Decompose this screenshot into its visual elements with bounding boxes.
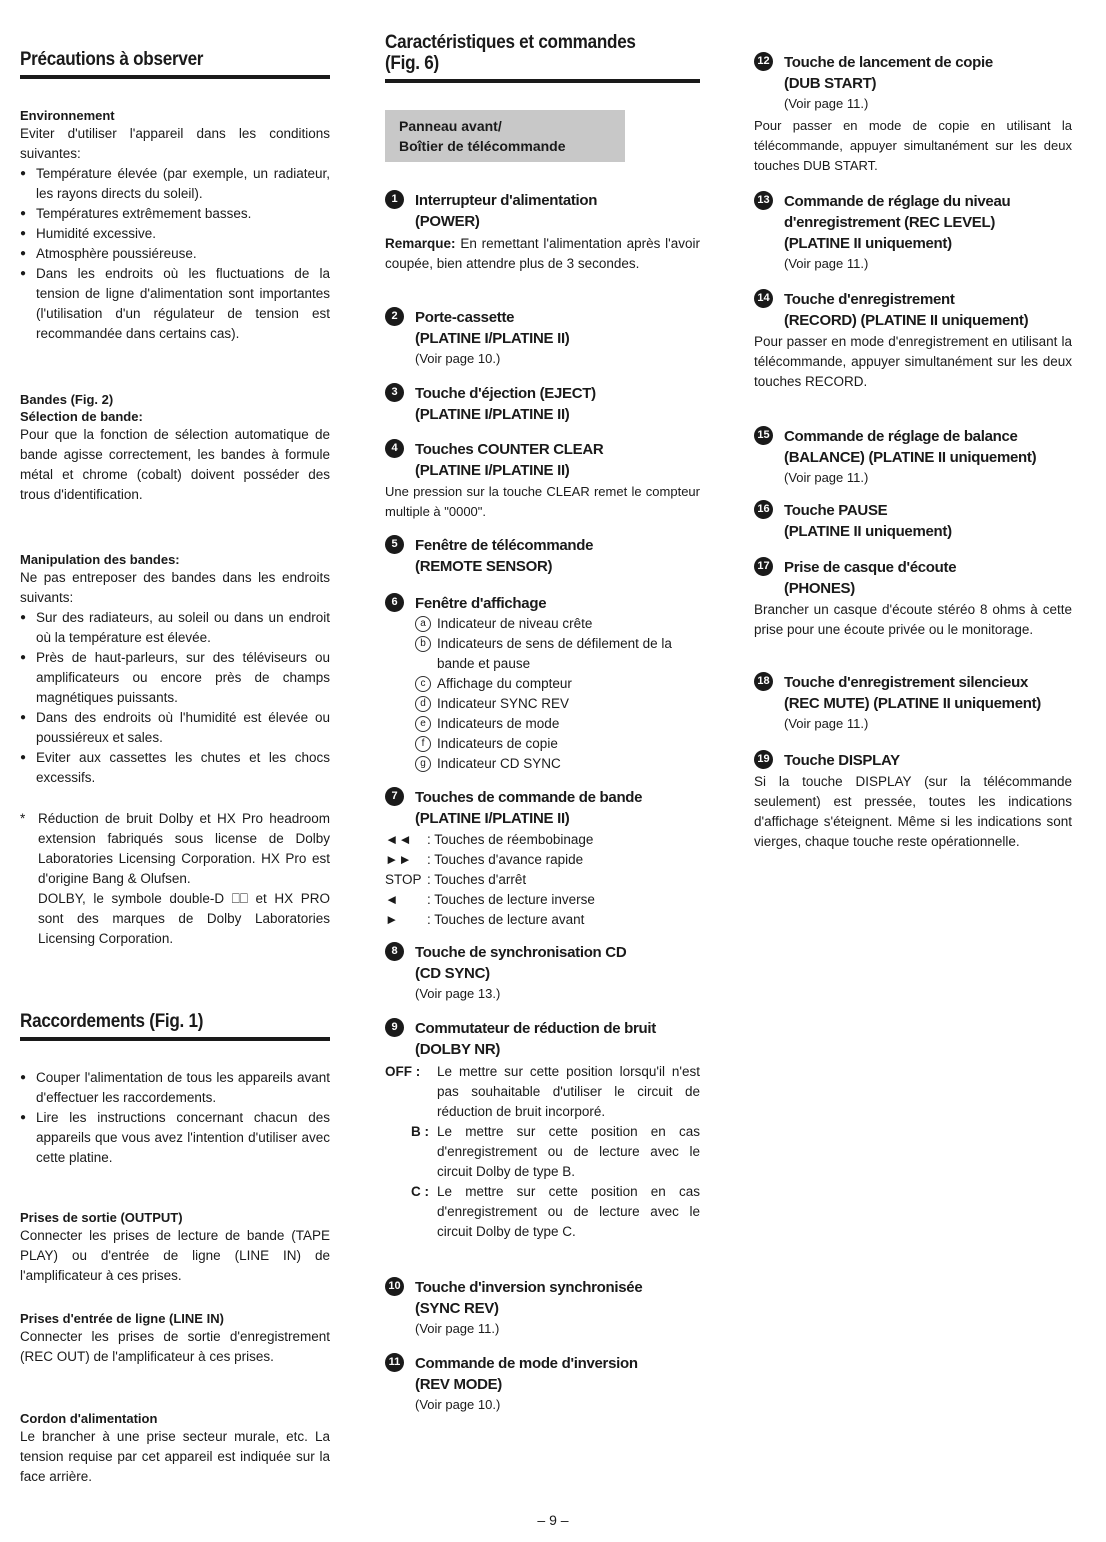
- item-remote-sensor: [385, 535, 700, 577]
- list-item: [415, 754, 702, 774]
- tape-handling-heading: Manipulation des bandes:: [20, 552, 180, 567]
- power-cord-text: Le brancher à une prise secteur murale, etc. La tension requise par cet appareil est indiquée sur la face arrière.: [20, 1429, 330, 1484]
- item-text: Indicateurs de mode: [437, 716, 560, 731]
- counter-clear-text: Une pression sur la touche CLEAR remet le compteur multiple à "0000".: [385, 484, 700, 519]
- item-heading: Touche de synchronisation CD: [415, 944, 627, 961]
- page-reference: (Voir page 11.): [784, 470, 869, 485]
- item-text: Indicateur CD SYNC: [437, 756, 561, 771]
- list-item: ● Humidité excessive.: [20, 224, 330, 244]
- section-title-connections: Raccordements (Fig. 1): [20, 1011, 204, 1032]
- item-tape-controls: [385, 787, 700, 829]
- option-desc: Le mettre sur cette position lorsqu'il n'est pas souhaitable d'utiliser le circuit de réduction de bruit incorporé.: [437, 1064, 700, 1119]
- item-heading: (DUB START): [784, 75, 877, 92]
- tape-control-keys: [385, 830, 700, 930]
- line-in-text: Connecter les prises de sortie d'enregistrement (REC OUT) de l'amplificateur à ces prises.: [20, 1329, 330, 1364]
- item-rev-mode: [385, 1353, 700, 1414]
- tape-handling-list: [20, 608, 330, 788]
- page-reference: (Voir page 11.): [784, 716, 869, 731]
- item-heading: Touche PAUSE: [784, 502, 888, 519]
- list-item: [415, 634, 702, 674]
- item-heading: Touche d'inversion synchronisée: [415, 1279, 643, 1296]
- item-text: Indicateurs de copie: [437, 736, 558, 751]
- page-reference: (Voir page 11.): [784, 256, 869, 271]
- item-dub-start: [754, 52, 1072, 113]
- item-heading: (REC MUTE) (PLATINE II uniquement): [784, 695, 1042, 712]
- item-heading: Commutateur de réduction de bruit: [415, 1020, 656, 1037]
- list-item: ● Eviter aux cassettes les chutes et les chocs excessifs.: [20, 748, 330, 788]
- environment-list: [20, 164, 330, 344]
- item-number-badge: 3: [385, 383, 404, 402]
- list-item: ● Atmosphère poussiéreuse.: [20, 244, 330, 264]
- list-item: ● Lire les instructions concernant chacun des appareils que vous avez l'intention d'utiliser avec cette platine.: [20, 1108, 330, 1168]
- page-reference: (Voir page 10.): [415, 1397, 501, 1412]
- item-heading: Touche d'enregistrement silencieux: [784, 674, 1028, 691]
- item-rec-level: [754, 191, 1072, 273]
- option-row: [385, 1062, 700, 1122]
- list-item: [415, 674, 702, 694]
- page-number: – 9 –: [537, 1512, 569, 1528]
- item-letter: g: [415, 756, 431, 772]
- section-title-precautions: Précautions à observer: [20, 49, 204, 70]
- item-heading: (PLATINE I/PLATINE II): [415, 330, 570, 347]
- item-number-badge: 6: [385, 593, 404, 612]
- item-number-badge: 7: [385, 787, 404, 806]
- item-heading: (PLATINE I/PLATINE II): [415, 462, 570, 479]
- item-dolby-nr: [385, 1018, 700, 1060]
- item-sync-rev: [385, 1277, 700, 1338]
- option-key: B :: [411, 1124, 429, 1139]
- item-number-badge: 19: [754, 750, 773, 769]
- item-heading: Commande de mode d'inversion: [415, 1355, 638, 1372]
- list-item: ● Dans des endroits où l'humidité est élevée ou poussiéreux et sales.: [20, 708, 330, 748]
- key-desc: : Touches de réembobinage: [427, 832, 594, 847]
- output-jacks-text: Connecter les prises de lecture de bande (TAPE PLAY) ou d'entrée de ligne (LINE IN) de l'amplificateur à ces prises.: [20, 1228, 330, 1283]
- list-item: ● Couper l'alimentation de tous les appareils avant d'effectuer les raccordements.: [20, 1068, 330, 1108]
- item-number-badge: 17: [754, 557, 773, 576]
- item-text: Indicateurs de sens de défilement de la bande et pause: [437, 636, 672, 671]
- item-heading: (PLATINE II uniquement): [784, 235, 952, 252]
- title-rule: [20, 75, 330, 79]
- power-cord-heading: Cordon d'alimentation: [20, 1411, 158, 1426]
- tape-handling-intro: Ne pas entreposer des bandes dans les endroits suivants:: [20, 570, 330, 605]
- item-number-badge: 9: [385, 1018, 404, 1037]
- item-heading: (REMOTE SENSOR): [415, 558, 553, 575]
- item-heading: d'enregistrement (REC LEVEL): [784, 214, 996, 231]
- item-heading: (PLATINE I/PLATINE II): [415, 406, 570, 423]
- item-text: Indicateur de niveau crête: [437, 616, 593, 631]
- key-desc: : Touches d'avance rapide: [427, 852, 584, 867]
- item-number-badge: 18: [754, 672, 773, 691]
- item-number-badge: 10: [385, 1277, 404, 1296]
- dolby-note-text-2: DOLBY, le symbole double-D ⎕⎕ et HX PRO sont des marques de Dolby Laboratories Licensing Corporation.: [38, 891, 330, 946]
- remark-label: Remarque:: [385, 236, 456, 251]
- item-number-badge: 2: [385, 307, 404, 326]
- item-heading: Touche d'éjection (EJECT): [415, 385, 596, 402]
- option-desc: Le mettre sur cette position en cas d'enregistrement ou de lecture avec le circuit Dolby de type C.: [437, 1184, 700, 1239]
- dub-start-text: Pour passer en mode de copie en utilisant la télécommande, appuyer simultanément sur les deux touches DUB START.: [754, 118, 1072, 173]
- item-cassette-holder: [385, 307, 700, 368]
- environment-intro: Eviter d'utiliser l'appareil dans les conditions suivantes:: [20, 126, 330, 161]
- item-phones: [754, 557, 1072, 599]
- panel-subtitle-box: [385, 110, 625, 162]
- item-display-window: [385, 593, 700, 614]
- record-text: Pour passer en mode d'enregistrement en utilisant la télécommande, appuyer simultanément sur les deux touches RECORD.: [754, 334, 1072, 389]
- item-number-badge: 16: [754, 500, 773, 519]
- item-balance: [754, 426, 1072, 487]
- item-heading: (RECORD) (PLATINE II uniquement): [784, 312, 1029, 329]
- item-record: [754, 289, 1072, 331]
- item-letter: d: [415, 696, 431, 712]
- key-symbol: ◄◄: [385, 832, 412, 847]
- item-heading: (PLATINE II uniquement): [784, 523, 952, 540]
- item-heading: Fenêtre d'affichage: [415, 595, 547, 612]
- option-row: [385, 1182, 700, 1242]
- item-heading: Commande de réglage de balance: [784, 428, 1018, 445]
- item-letter: f: [415, 736, 431, 752]
- item-text: Affichage du compteur: [437, 676, 572, 691]
- item-counter-clear: [385, 439, 700, 481]
- item-letter: a: [415, 616, 431, 632]
- item-number-badge: 4: [385, 439, 404, 458]
- key-symbol: ►: [385, 912, 399, 927]
- item-number-badge: 8: [385, 942, 404, 961]
- key-row: [385, 890, 700, 910]
- page-reference: (Voir page 10.): [415, 351, 501, 366]
- item-letter: c: [415, 676, 431, 692]
- list-item: [415, 734, 702, 754]
- item-heading: Prise de casque d'écoute: [784, 559, 957, 576]
- item-heading: Touche de lancement de copie: [784, 54, 993, 71]
- key-symbol: ►►: [385, 852, 412, 867]
- phones-text: Brancher un casque d'écoute stéréo 8 ohms à cette prise pour une écoute privée ou le monitorage.: [754, 602, 1072, 637]
- item-pause: [754, 500, 1072, 542]
- option-key: C :: [411, 1184, 429, 1199]
- list-item: [415, 614, 702, 634]
- key-row: [385, 870, 700, 890]
- line-in-heading: Prises d'entrée de ligne (LINE IN): [20, 1311, 224, 1326]
- panel-subtitle-line-2: Boîtier de télécommande: [399, 138, 566, 154]
- item-heading: Porte-cassette: [415, 309, 515, 326]
- item-number-badge: 11: [385, 1353, 404, 1372]
- item-cd-sync: [385, 942, 700, 1003]
- tape-selection-heading: Sélection de bande:: [20, 409, 143, 424]
- item-number-badge: 12: [754, 52, 773, 71]
- item-eject: [385, 383, 700, 425]
- tapes-heading: Bandes (Fig. 2): [20, 392, 114, 407]
- item-heading: Commande de réglage du niveau: [784, 193, 1011, 210]
- environment-heading: Environnement: [20, 108, 115, 123]
- key-symbol: STOP: [385, 872, 422, 887]
- section-title-features: Caractéristiques et commandes: [385, 32, 636, 53]
- section-title-figure: (Fig. 6): [385, 53, 439, 74]
- key-desc: : Touches de lecture avant: [427, 912, 585, 927]
- display-indicator-list: [385, 614, 702, 774]
- item-heading: (CD SYNC): [415, 965, 490, 982]
- display-key-text: Si la touche DISPLAY (sur la télécommande seulement) est pressée, toutes les indications d'affichage s'éteignent. Même si les indications sont vierges, chaque touche reste opérationnelle.: [754, 774, 1072, 849]
- item-number-badge: 15: [754, 426, 773, 445]
- key-row: [385, 850, 700, 870]
- tape-selection-text: Pour que la fonction de sélection automatique de bande agisse correctement, les bandes à formule métal et chrome (cobalt) doivent posséder des trous d'identification.: [20, 427, 330, 502]
- list-item: [415, 694, 702, 714]
- key-desc: : Touches de lecture inverse: [427, 892, 595, 907]
- key-row: [385, 910, 700, 930]
- key-row: [385, 830, 700, 850]
- item-heading: Fenêtre de télécommande: [415, 537, 594, 554]
- item-number-badge: 1: [385, 190, 404, 209]
- page-reference: (Voir page 11.): [784, 96, 869, 111]
- list-item: ● Près de haut-parleurs, sur des téléviseurs ou amplificateurs ou encore près de champs magnétiques puissants.: [20, 648, 330, 708]
- item-heading: (SYNC REV): [415, 1300, 499, 1317]
- key-symbol: ◄: [385, 892, 399, 907]
- note-asterisk: *: [20, 811, 26, 826]
- list-item: ● Température élevée (par exemple, un radiateur, les rayons directs du soleil).: [20, 164, 330, 204]
- item-heading: (REV MODE): [415, 1376, 503, 1393]
- option-row: [385, 1122, 700, 1182]
- output-jacks-heading: Prises de sortie (OUTPUT): [20, 1210, 183, 1225]
- item-heading: (PLATINE I/PLATINE II): [415, 810, 570, 827]
- item-number-badge: 5: [385, 535, 404, 554]
- list-item: ● Dans les endroits où les fluctuations de la tension de ligne d'alimentation sont importantes (l'utilisation d'un régulateur de tension est recommandée dans certains cas).: [20, 264, 330, 344]
- list-item: ● Sur des radiateurs, au soleil ou dans un endroit où la température est élevée.: [20, 608, 330, 648]
- item-heading: Touche DISPLAY: [784, 752, 900, 769]
- page-reference: (Voir page 11.): [415, 1321, 500, 1336]
- item-heading: Touches COUNTER CLEAR: [415, 441, 604, 458]
- connections-list: [20, 1068, 330, 1168]
- item-letter: e: [415, 716, 431, 732]
- power-remark: [385, 234, 700, 274]
- item-heading: Interrupteur d'alimentation: [415, 192, 598, 209]
- title-rule: [20, 1037, 330, 1041]
- item-rec-mute: [754, 672, 1072, 733]
- item-heading: (DOLBY NR): [415, 1041, 501, 1058]
- list-item: ● Températures extrêmement basses.: [20, 204, 330, 224]
- dolby-note: [20, 809, 330, 949]
- item-heading: (POWER): [415, 213, 480, 230]
- key-desc: : Touches d'arrêt: [427, 872, 527, 887]
- panel-subtitle-line-1: Panneau avant/: [399, 118, 502, 134]
- item-power: [385, 190, 700, 232]
- item-letter: b: [415, 636, 431, 652]
- page-reference: (Voir page 13.): [415, 986, 501, 1001]
- item-number-badge: 13: [754, 191, 773, 210]
- remark-text: En remettant l'alimentation après l'avoir coupée, bien attendre plus de 3 secondes.: [385, 236, 700, 271]
- item-number-badge: 14: [754, 289, 773, 308]
- item-heading: Touche d'enregistrement: [784, 291, 955, 308]
- item-heading: Touches de commande de bande: [415, 789, 643, 806]
- item-heading: (BALANCE) (PLATINE II uniquement): [784, 449, 1037, 466]
- item-display-key: [754, 750, 1072, 771]
- list-item: [415, 714, 702, 734]
- dolby-nr-options: [385, 1062, 700, 1242]
- dolby-note-text-1: Réduction de bruit Dolby et HX Pro headroom extension fabriqués sous license de Dolby Laboratories Licensing Corporation. HX Pro est d'origine Bang & Olufsen.: [38, 811, 330, 886]
- option-desc: Le mettre sur cette position en cas d'enregistrement ou de lecture avec le circuit Dolby de type B.: [437, 1124, 700, 1179]
- item-text: Indicateur SYNC REV: [437, 696, 570, 711]
- option-key: OFF :: [385, 1064, 421, 1079]
- item-heading: (PHONES): [784, 580, 855, 597]
